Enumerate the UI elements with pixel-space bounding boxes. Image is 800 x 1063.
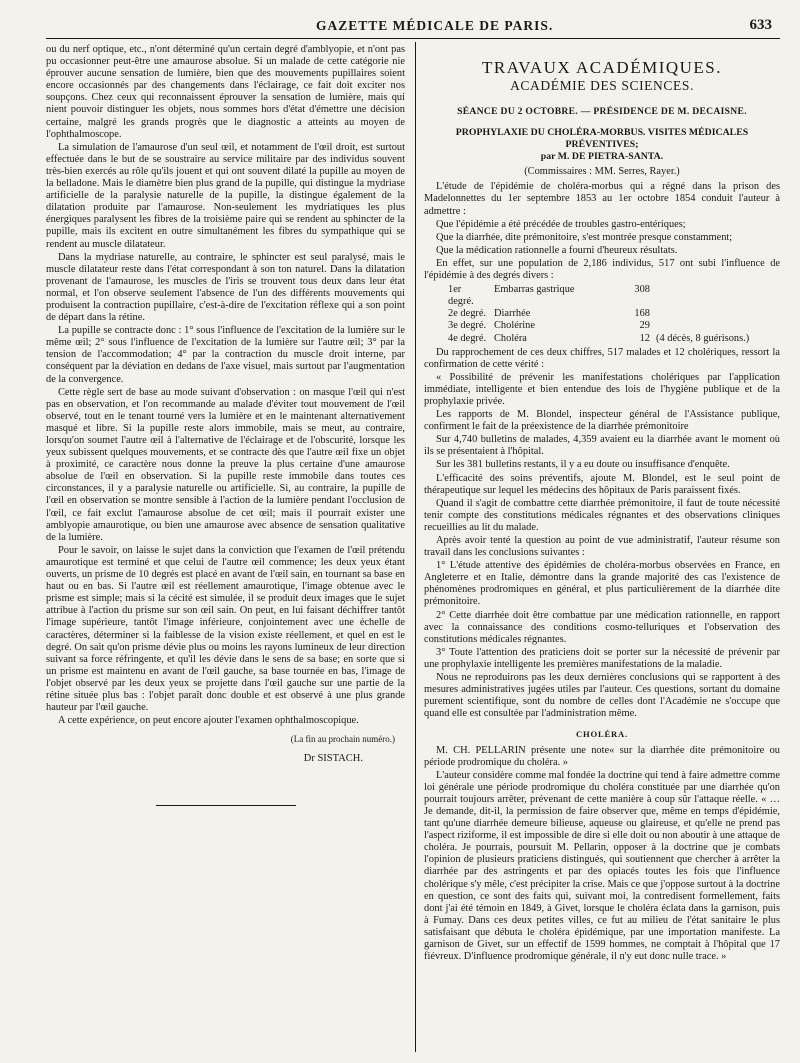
degree-table bbox=[448, 284, 755, 344]
paper-title-line-2: par M. DE PIETRA-SANTA. bbox=[540, 151, 664, 163]
header-rule bbox=[46, 38, 780, 39]
degree-cell: 4e degré. bbox=[448, 332, 487, 344]
article-end-rule bbox=[156, 805, 296, 806]
body-paragraph-4: Sur 4,740 bulletins de malades, 4,359 avaient eu la diarrhée avant le moment où ils se présentaient à l'hôpital. bbox=[424, 434, 780, 458]
paper-title-line-1: PROPHYLAXIE DU CHOLÉRA-MORBUS. VISITES MÉDICALES PRÉVENTIVES; bbox=[455, 127, 749, 151]
body-paragraph-8: Après avoir tenté la question au point de vue administratif, l'auteur résume son travail dans les conclusions suivantes : bbox=[424, 535, 780, 559]
left-column bbox=[46, 44, 405, 1056]
section-title: TRAVAUX ACADÉMIQUES. bbox=[481, 58, 722, 77]
left-paragraph-4: La pupille se contracte donc : 1° sous l'influence de l'excitation de la lumière sur le même œil; 2° sous l'influence de l'excitation de la lumière sur l'autre œil; 3° par la tension de l'accommodation; 4° par la contraction du muscle droit interne, par conséquent par la déviation en dedans de l'axe visuel, mais surtout par l'augmentation de la convergence. bbox=[46, 325, 405, 385]
note-cell bbox=[656, 308, 755, 320]
left-paragraph-7: A cette expérience, on peut encore ajouter l'examen ophthalmoscopique. bbox=[58, 715, 359, 727]
cholera-paragraph-1: M. CH. PELLARIN présente une note« sur la diarrhée dite prémonitoire ou période prodromique du choléra. » bbox=[424, 744, 780, 768]
body-paragraph-3: Les rapports de M. Blondel, inspecteur général de l'Assistance publique, confirment le fait de la préexistence de la diarrhée prémonitoire bbox=[424, 409, 780, 433]
left-paragraph-1: ou du nerf optique, etc., n'ont déterminé qu'un certain degré d'amblyopie, et n'ont pas pu occasionner peut-être une amaurose absolue. Si un malade de cette catégorie nie éprouver aucune sensation de lumière, bien que des mouvements pupillaires soient encore occasionnés par des changements dans l'éclairage, ce fait doit exciter nos soupçons. Chez ceux qui reconnaissent éprouver la sensation de lumière, mais qui nient pouvoir distinguer les objets, nous sommes hors d'état d'émettre une décision certaine, malgré les grands progrès que le diagnostic a atteints au moyen de l'ophthalmoscope. bbox=[46, 44, 405, 140]
table-row bbox=[448, 320, 755, 332]
subsection-title: ACADÉMIE DES SCIENCES. bbox=[510, 78, 694, 94]
note-cell: (4 décès, 8 guérisons.) bbox=[656, 332, 750, 344]
value-cell: 168 bbox=[634, 308, 650, 320]
note-cell bbox=[656, 284, 755, 308]
commission-line: (Commissaires : MM. Serres, Rayer.) bbox=[524, 166, 680, 178]
body-paragraph-2: « Possibilité de prévenir les manifestations cholériques par l'application immédiate, intelligente et bien entendue des lois de l'hygiène publique et de la prophylaxie privée. bbox=[424, 371, 780, 407]
cholera-paragraph-2: L'auteur considère comme mal fondée la doctrine qui tend à faire admettre comme loi générale une période prodromique du choléra constituée par une diarrhée qu'on pourrait toujours arrêter, prévenant de cette manière à coup sûr l'attaque réelle. « …Je demande, dit-il, la permission de faire observer que, même en temps d'épidémie, tant qu'une diarrhée demeure bilieuse, aqueuse ou glaireuse, et qu'elle ne prend pas l'aspect riziforme, il est impossible de dire si elle doit ou non aboutir à une attaque de choléra. Je pourrais, poursuit M. Pellarin, opposer à la doctrine que je combats l'opinion de plusieurs praticiens distingués, qui soutiennent que chercher à arrêter la diarrhée par des astringents et par des opiacés toutes les fois que l'influence cholérique s'y mêle, c'est précipiter la crise. Mais ce que j'oppose surtout à la doctrine en question, ce sont des faits qui, suivant moi, la contredisent formellement, faits dont j'ai été témoin en 1849, à Givet, lorsque le choléra éclata dans la garnison, puis à Fumay. Dans ces deux petites villes, ce fut au milieu de l'état sanitaire le plus satisfaisant que débuta le choléra épidémique, par une importation manifeste. La garnison de Givet, sur un effectif de 1599 hommes, ne comptait à l'hôpital que 17 fiévreux. D'influence prodromique générale, il n'y eut donc nulle trace. » bbox=[424, 769, 780, 963]
body-paragraph-7: Quand il s'agit de combattre cette diarrhée prémonitoire, il faut de toute nécessité tenir compte des constitutions médicales régnantes et des observations cliniques recueillies au lit du malade. bbox=[424, 497, 780, 533]
label-cell: Diarrhée bbox=[494, 308, 531, 320]
table-row bbox=[448, 284, 755, 308]
value-cell: 12 bbox=[639, 332, 650, 344]
degree-cell: 1er degré. bbox=[448, 284, 474, 308]
cholera-heading: CHOLÉRA. bbox=[576, 729, 628, 740]
body-paragraph-6: L'efficacité des soins préventifs, ajoute M. Blondel, est le seul point de thérapeutique sur lequel les médecins des hôpitaux de Paris paraissent fixés. bbox=[424, 472, 780, 496]
label-cell: Choléra bbox=[494, 332, 527, 344]
left-paragraph-3: Dans la mydriase naturelle, au contraire, le sphincter est seul paralysé, mais le muscle dilatateur reste dans l'état correspondant à son ton naturel. Dans la dilatation provenant de l'amaurose, les muscles de l'iris se trouvent tous deux dans leur état normal, et l'on observe seulement l'absence de l'un des différents mouvements qui produisent la contraction pupillaire, c'est-à-dire de l'excitation réflexe qui a son point de départ dans la rétine. bbox=[46, 251, 405, 324]
intro-paragraph-1: L'étude de l'épidémie de choléra-morbus qui a régné dans la prison des Madelonnettes du 1er septembre 1853 au 1er octobre 1854 conduit l'auteur à admettre : bbox=[424, 181, 780, 217]
value-cell: 308 bbox=[634, 284, 650, 296]
session-heading: SÉANCE DU 2 OCTOBRE. — PRÉSIDENCE DE M. DECAISNE. bbox=[457, 106, 747, 118]
table-row bbox=[448, 308, 755, 320]
left-paragraph-2: La simulation de l'amaurose d'un seul œil, et notamment de l'œil droit, est surtout effectuée dans le but de se soustraire au service militaire par des individus souvent très-bien exercés au rôle qu'ils jouent et qui ont souvent dilaté la pupille au moyen de la belladone. Mais le diamètre bien plus grand de la pupille, qui distingue la mydriase artificielle de la paralysie naturelle de la pupille, la distingue également de la dilatation produite par l'amaurose. Non-seulement les mydriatiques les plus énergiques paralysent les fibres de la troisième paire qui se rendent au sphincter de la pupille, mais ils excitent en outre simultanément les fibres du sympathique qui se rendent au muscle dilatateur. bbox=[46, 141, 405, 250]
left-paragraph-5: Cette règle sert de base au mode suivant d'observation : on masque l'œil qui n'est pas en observation, et l'on recommande au malade d'éviter tout mouvement de l'œil observé, tout en le tenant tourné vers la lumière et en le maintenant alternativement masqué et libre. Si la pupille reste alors immobile, mais se meut, au contraire, lorsqu'on soumet l'autre œil à l'alternative de l'éclairage et de l'obscurité, lorsque les yeux subissent quelques mouvements, et se contracte dès que l'autre œil fixe un objet à proximité, ce caractère nous donne la preuve la plus certaine d'une amaurose absolue de l'œil en observation. Si la pupille reste immobile dans toutes ces circonstances, il y a paralysie naturelle ou artificielle. Si, au contraire, la pupille de l'œil en observation se montre sensible à l'action de la lumière pendant l'occlusion de l'œil, ce fait exclut l'amaurose absolue de cet œil; mais il pourrait exister une amblyopie amaurotique, ou bien une amaurose avec absence de sensation qualitative de la lumière. bbox=[46, 386, 405, 543]
body-paragraph-12: Nous ne reproduirons pas les deux dernières conclusions qui se rapportent à des mesures administratives jugées utiles par l'auteur. Ces questions, sortant du domaine purement scientifique, sont du nombre de celles dont l'Académie ne s'occupe que quand elle est consultée par l'administration même. bbox=[424, 672, 780, 720]
intro-paragraph-3: Que la diarrhée, dite prémonitoire, s'est montrée presque constamment; bbox=[436, 231, 733, 243]
body-paragraph-10: 2° Cette diarrhée doit être combattue par une médication rationnelle, en rapport avec la connaissance des conditions cosmo-telluriques et l'observation des constitutions médicales régnantes. bbox=[424, 609, 780, 645]
intro-paragraph-2: Que l'épidémie a été précédée de troubles gastro-entériques; bbox=[436, 218, 686, 230]
page-number: 633 bbox=[749, 17, 772, 33]
intro-paragraph-4: Que la médication rationnelle a fourni d'heureux résultats. bbox=[436, 244, 678, 256]
column-divider bbox=[415, 42, 416, 1052]
table-row bbox=[448, 333, 755, 345]
author-signature: Dr SISTACH. bbox=[303, 753, 363, 765]
body-paragraph-1: Du rapprochement de ces deux chiffres, 517 malades et 12 cholériques, ressort la confirmation de cette vérité : bbox=[424, 346, 780, 370]
degree-cell: 2e degré. bbox=[448, 308, 487, 320]
paper-title bbox=[424, 127, 780, 163]
label-cell: Embarras gastrique bbox=[494, 284, 575, 296]
degree-cell: 3e degré. bbox=[448, 320, 487, 332]
intro-paragraph-5: En effet, sur une population de 2,186 individus, 517 ont subi l'influence de l'épidémie à des degrés divers : bbox=[424, 257, 780, 282]
left-paragraph-6: Pour le savoir, on laisse le sujet dans la conviction que l'examen de l'œil prétendu amaurotique est terminé et que celui de l'autre œil commence; les deux yeux étant ouverts, un prisme de 10 degrés est placé en avant de l'œil sain, en tournant sa base en haut ou en bas. Si l'autre œil est réellement amaurotique, l'image obtenue avec le prisme est simple; mais si la cécité est simulée, il se produit deux images que le sujet attribue à l'action du prisme sur son œil sain. On peut, en lui faisant déchiffrer tantôt l'image supérieure, tantôt l'image inférieure, conjointement avec une échelle de caractères, déterminer si la faiblesse de la vision existe réellement, et quel en est le degré. On sait qu'on prisme dévie plus ou moins les rayons lumineux de leur direction suivant sa force réfringente, et qu'il les dévie dans le sens de sa base; en sorte que si un prisme est maintenu en avant de l'œil gauche, sa base tournée en bas, l'image de l'objet observé par les deux yeux se projette dans l'œil gauche sur une partie de la rétine située plus bas : l'objet paraît donc double et est observé à une plus grande hauteur par l'œil gauche. bbox=[46, 544, 405, 714]
running-head: GAZETTE MÉDICALE DE PARIS. bbox=[316, 18, 554, 33]
body-paragraph-11: 3° Toute l'attention des praticiens doit se porter sur la nécessité de prévenir par une prophylaxie intelligente les premières manifestations de la maladie. bbox=[424, 646, 780, 670]
body-paragraph-5: Sur les 381 bulletins restants, il y a eu doute ou insuffisance d'enquête. bbox=[436, 459, 730, 471]
body-paragraph-9: 1° L'étude attentive des épidémies de choléra-morbus observées en France, en Angleterre et en Italie, démontre dans la grande majorité des cas l'existence de phénomènes prodromiques en général, et plus particulièrement de la diarrhée dite prémonitoire. bbox=[424, 560, 780, 608]
label-cell: Cholérine bbox=[494, 320, 535, 332]
continued-note: (La fin au prochain numéro.) bbox=[290, 734, 395, 745]
right-column bbox=[424, 44, 780, 1056]
value-cell: 29 bbox=[639, 320, 650, 332]
note-cell bbox=[656, 320, 755, 332]
